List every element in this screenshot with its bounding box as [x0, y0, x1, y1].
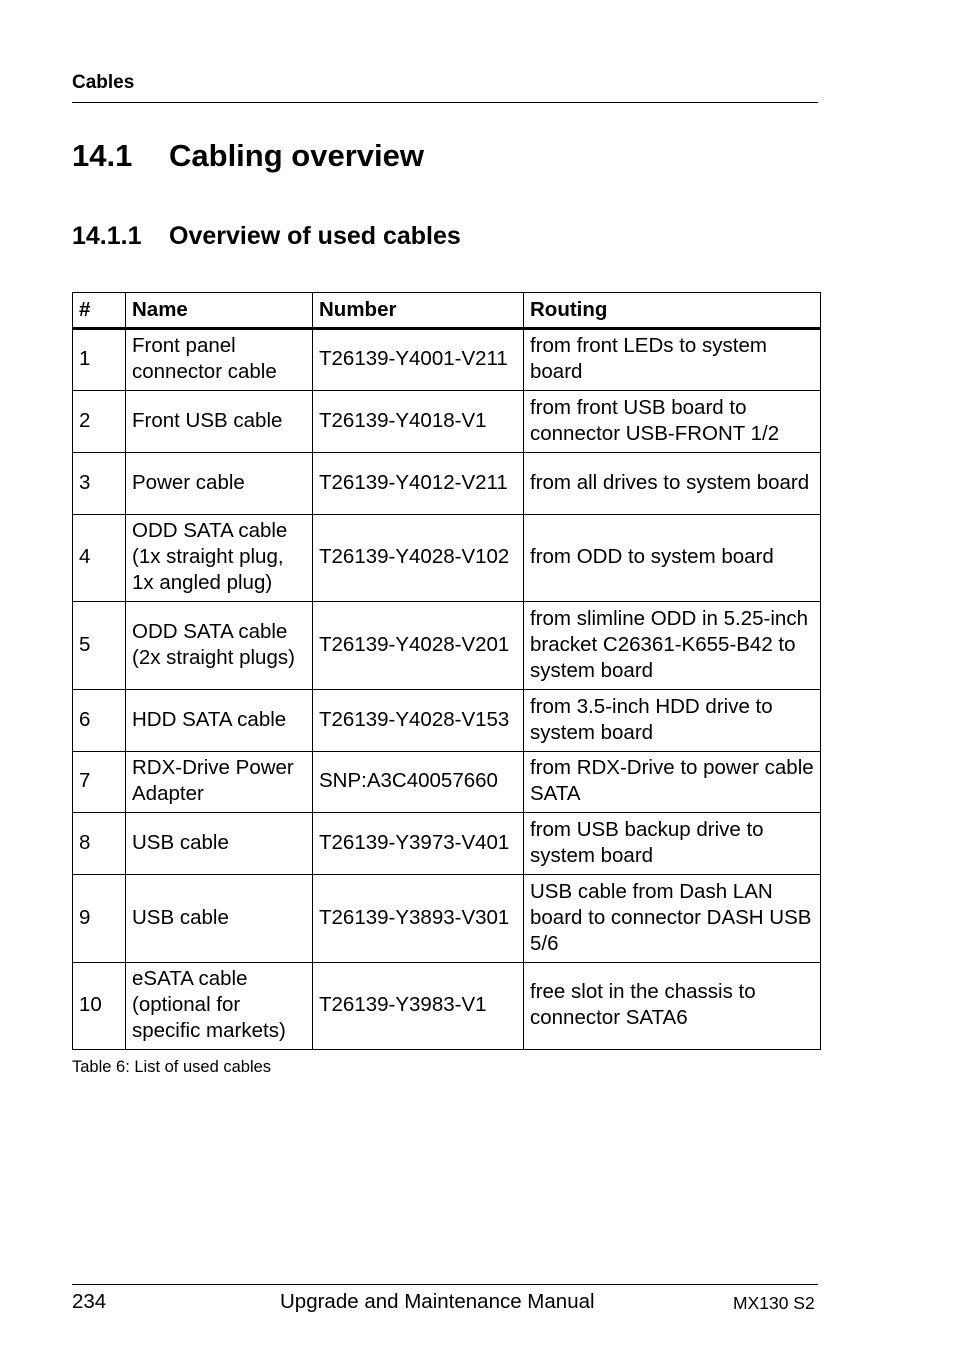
cell-name: eSATA cable (optional for specific markets): [126, 963, 313, 1050]
table-row: [73, 963, 821, 1050]
cell-name: HDD SATA cable: [126, 690, 313, 752]
cell-name: ODD SATA cable (2x straight plugs): [126, 602, 313, 690]
cell-part-number: T26139-Y4028-V102: [313, 515, 524, 602]
cell-name: Front panel connector cable: [126, 329, 313, 391]
cell-index: 9: [73, 875, 126, 963]
cell-routing: USB cable from Dash LAN board to connector DASH USB 5/6: [524, 875, 821, 963]
cell-routing: from ODD to system board: [524, 515, 821, 602]
model-name: MX130 S2: [733, 1293, 815, 1313]
table-header-row: [73, 293, 821, 329]
table-caption: Table 6: List of used cables: [72, 1058, 272, 1076]
table-row: [73, 602, 821, 690]
cell-routing: from slimline ODD in 5.25-inch bracket C26361-K655-B42 to system board: [524, 602, 821, 690]
cell-name: Power cable: [126, 453, 313, 515]
cell-routing: free slot in the chassis to connector SATA6: [524, 963, 821, 1050]
subsection-heading: [72, 222, 461, 251]
table-row: [73, 875, 821, 963]
table-row: [73, 391, 821, 453]
footer-rule: [72, 1284, 818, 1285]
page-number: 234: [72, 1290, 107, 1313]
table-row: [73, 453, 821, 515]
table-row: [73, 752, 821, 813]
cell-part-number: T26139-Y4028-V201: [313, 602, 524, 690]
cell-name: USB cable: [126, 813, 313, 875]
subsection-title: Overview of used cables: [169, 222, 461, 250]
section-title: Cabling overview: [169, 138, 424, 173]
table-row: [73, 515, 821, 602]
manual-title: Upgrade and Maintenance Manual: [280, 1290, 595, 1313]
column-header-routing: Routing: [524, 293, 821, 329]
cell-name: USB cable: [126, 875, 313, 963]
cell-index: 5: [73, 602, 126, 690]
cell-routing: from USB backup drive to system board: [524, 813, 821, 875]
section-number: 14.1: [72, 138, 133, 173]
cell-index: 2: [73, 391, 126, 453]
cell-part-number: T26139-Y4012-V211: [313, 453, 524, 515]
cell-name: Front USB cable: [126, 391, 313, 453]
cell-index: 4: [73, 515, 126, 602]
cell-part-number: SNP:A3C40057660: [313, 752, 524, 813]
cell-name: ODD SATA cable (1x straight plug, 1x angled plug): [126, 515, 313, 602]
cell-name: RDX-Drive Power Adapter: [126, 752, 313, 813]
table-row: [73, 690, 821, 752]
cell-index: 7: [73, 752, 126, 813]
running-header: Cables: [72, 72, 135, 93]
cell-index: 10: [73, 963, 126, 1050]
cell-routing: from RDX-Drive to power cable SATA: [524, 752, 821, 813]
table-row: [73, 813, 821, 875]
section-heading: [72, 138, 424, 174]
cell-part-number: T26139-Y3893-V301: [313, 875, 524, 963]
table-row: [73, 329, 821, 391]
column-header-name: Name: [126, 293, 313, 329]
column-header-part-number: Number: [313, 293, 524, 329]
cell-part-number: T26139-Y3973-V401: [313, 813, 524, 875]
cell-index: 1: [73, 329, 126, 391]
cell-routing: from 3.5-inch HDD drive to system board: [524, 690, 821, 752]
cell-part-number: T26139-Y4028-V153: [313, 690, 524, 752]
cell-index: 6: [73, 690, 126, 752]
cell-index: 3: [73, 453, 126, 515]
cables-table: [72, 292, 821, 1050]
cell-index: 8: [73, 813, 126, 875]
subsection-number: 14.1.1: [72, 222, 142, 250]
cell-part-number: T26139-Y4001-V211: [313, 329, 524, 391]
column-header-number: #: [73, 293, 126, 329]
cell-routing: from front USB board to connector USB-FRONT 1/2: [524, 391, 821, 453]
cell-routing: from all drives to system board: [524, 453, 821, 515]
cell-part-number: T26139-Y4018-V1: [313, 391, 524, 453]
cell-routing: from front LEDs to system board: [524, 329, 821, 391]
cell-part-number: T26139-Y3983-V1: [313, 963, 524, 1050]
header-rule: [72, 102, 818, 103]
